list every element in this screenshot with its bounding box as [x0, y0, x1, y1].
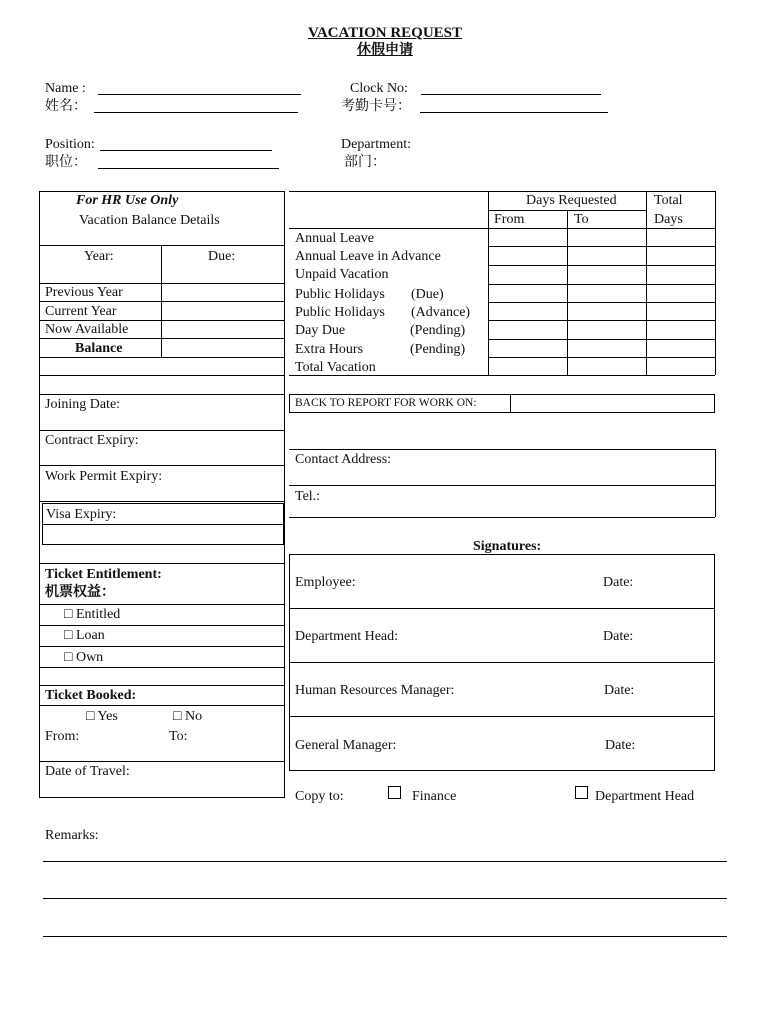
signature-divider: [289, 662, 715, 663]
total-header: Total: [654, 193, 683, 208]
contact-bottom-border: [289, 517, 715, 518]
clock-no-field-chinese[interactable]: [420, 112, 608, 113]
hr-manager-date-label: Date:: [604, 683, 635, 698]
general-manager-date-label: Date:: [605, 738, 636, 753]
leave-table-col-divider: [488, 191, 489, 375]
finance-checkbox[interactable]: [388, 786, 401, 799]
remarks-line[interactable]: [43, 936, 727, 937]
divider: [39, 465, 284, 466]
no-checkbox-option[interactable]: □ No: [173, 709, 203, 724]
divider: [39, 501, 284, 502]
leave-row-label: Annual Leave in Advance: [295, 249, 441, 264]
work-permit-expiry-label: Work Permit Expiry:: [45, 469, 163, 484]
hr-manager-signature-label: Human Resources Manager:: [295, 683, 455, 698]
department-head-checkbox[interactable]: [575, 786, 588, 799]
department-label: Department:: [341, 137, 411, 152]
divider: [39, 430, 284, 431]
name-field-chinese[interactable]: [94, 112, 298, 113]
entitled-checkbox-option[interactable]: □ Entitled: [64, 607, 121, 622]
form-title-chinese: 休假申请: [357, 43, 413, 58]
vacation-balance-heading: Vacation Balance Details: [79, 213, 220, 228]
joining-date-label: Joining Date:: [45, 397, 121, 412]
name-field[interactable]: [98, 94, 301, 95]
hr-panel-bottom-border: [39, 797, 284, 798]
leave-table-col-divider: [646, 191, 647, 375]
date-of-travel-label: Date of Travel:: [45, 764, 130, 779]
general-manager-signature-label: General Manager:: [295, 738, 397, 753]
leave-row-note: (Pending): [410, 342, 466, 357]
clock-no-label: Clock No:: [350, 81, 408, 96]
divider: [39, 283, 284, 284]
position-field[interactable]: [100, 150, 272, 151]
leave-row-label: Total Vacation: [295, 360, 376, 375]
employee-date-label: Date:: [603, 575, 634, 590]
yes-checkbox-option[interactable]: □ Yes: [86, 709, 118, 724]
divider: [39, 667, 284, 668]
signatures-heading: Signatures:: [473, 539, 542, 554]
clock-no-label-chinese: 考勤卡号：: [341, 99, 411, 114]
leave-row-note: (Pending): [410, 323, 466, 338]
ticket-entitlement-label-chinese: 机票权益：: [45, 585, 115, 600]
previous-year-label: Previous Year: [45, 285, 123, 300]
signature-divider: [289, 716, 715, 717]
leave-table-header-border: [289, 228, 715, 229]
leave-row-label: Annual Leave: [295, 231, 374, 246]
hr-use-only-heading: For HR Use Only: [76, 193, 179, 208]
leave-table-right-border: [715, 191, 716, 375]
leave-row-note: (Advance): [411, 305, 471, 320]
divider: [39, 563, 284, 564]
name-label: Name :: [45, 81, 86, 96]
back-to-work-divider: [510, 394, 511, 413]
tel-label: Tel.:: [295, 489, 321, 504]
leave-row-label: Public Holidays: [295, 287, 385, 302]
divider: [39, 301, 284, 302]
clock-no-field[interactable]: [421, 94, 601, 95]
own-checkbox-option[interactable]: □ Own: [64, 650, 104, 665]
divider: [39, 625, 284, 626]
to-label: To:: [169, 729, 188, 744]
from-label: From:: [45, 729, 80, 744]
now-available-label: Now Available: [45, 322, 129, 337]
current-year-label: Current Year: [45, 304, 117, 319]
employee-signature-label: Employee:: [295, 575, 356, 590]
leave-row-note: (Due): [411, 287, 444, 302]
divider: [39, 357, 284, 358]
finance-label: Finance: [412, 789, 457, 804]
contact-address-label: Contact Address:: [295, 452, 392, 467]
divider: [39, 685, 284, 686]
visa-expiry-label: Visa Expiry:: [46, 507, 117, 522]
divider: [39, 604, 284, 605]
ticket-booked-label: Ticket Booked:: [45, 688, 137, 703]
leave-row-label: Day Due: [295, 323, 346, 338]
department-head-date-label: Date:: [603, 629, 634, 644]
department-head-copy-label: Department Head: [595, 789, 695, 804]
position-label: Position:: [45, 137, 95, 152]
divider: [39, 394, 284, 395]
divider: [39, 761, 284, 762]
leave-table-col-divider: [567, 210, 568, 375]
divider: [39, 320, 284, 321]
loan-checkbox-option[interactable]: □ Loan: [64, 628, 105, 643]
back-to-work-field[interactable]: [512, 395, 714, 412]
days-header: Days: [654, 212, 683, 227]
leave-row-label: Unpaid Vacation: [295, 267, 389, 282]
row-divider: [488, 246, 715, 247]
row-divider: [488, 265, 715, 266]
contact-top-border: [289, 449, 715, 450]
leave-row-label: Public Holidays: [295, 305, 385, 320]
remarks-line[interactable]: [43, 861, 727, 862]
row-divider: [488, 284, 715, 285]
divider: [39, 375, 284, 376]
remarks-label: Remarks:: [45, 828, 99, 843]
divider: [42, 524, 284, 525]
due-label: Due:: [208, 249, 236, 264]
row-divider: [488, 339, 715, 340]
divider: [39, 338, 284, 339]
balance-label: Balance: [75, 341, 123, 356]
department-head-signature-label: Department Head:: [295, 629, 399, 644]
row-divider: [488, 320, 715, 321]
divider: [39, 646, 284, 647]
row-divider: [488, 302, 715, 303]
remarks-line[interactable]: [43, 898, 727, 899]
position-field-chinese[interactable]: [98, 168, 279, 169]
name-label-chinese: 姓名：: [45, 99, 87, 114]
days-requested-header: Days Requested: [526, 193, 617, 208]
ticket-entitlement-label: Ticket Entitlement:: [45, 567, 162, 582]
hr-panel-right-border: [284, 191, 285, 798]
copy-to-label: Copy to:: [295, 789, 344, 804]
leave-table-top-border: [289, 191, 715, 192]
leave-row-label: Extra Hours: [295, 342, 364, 357]
divider: [39, 705, 284, 706]
year-label: Year:: [84, 249, 114, 264]
leave-table-bottom-border: [289, 375, 715, 376]
position-label-chinese: 职位：: [45, 155, 87, 170]
department-label-chinese: 部门：: [344, 155, 386, 170]
to-header: To: [574, 212, 589, 227]
back-to-work-label: BACK TO REPORT FOR WORK ON:: [295, 397, 477, 409]
contact-right-border: [715, 449, 716, 517]
contract-expiry-label: Contract Expiry:: [45, 433, 139, 448]
form-title: VACATION REQUEST: [307, 25, 463, 41]
contact-divider: [289, 485, 715, 486]
hr-panel-top-border: [39, 191, 284, 192]
row-divider: [488, 357, 715, 358]
signature-divider: [289, 608, 715, 609]
from-header: From: [494, 212, 525, 227]
